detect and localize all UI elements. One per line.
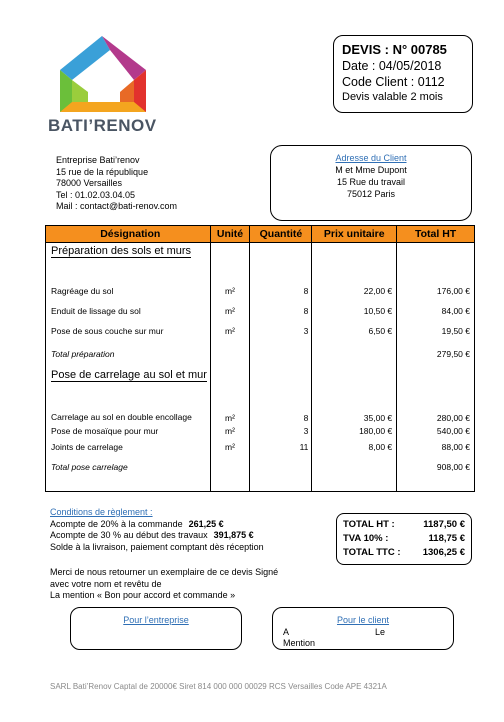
client-signature-box: Pour le client A Le Mention	[272, 607, 454, 650]
total-ht: 1187,50 €	[423, 519, 465, 530]
client-address-title: Adresse du Client	[335, 153, 407, 163]
header-unit: Unité	[210, 226, 250, 243]
company-phone: Tel : 01.02.03.04.05	[56, 189, 136, 200]
return-instructions: Merci de nous retourner un exemplaire de ce devis Signé avec votre nom et revêtu de La mention « Bon pour accord et commande »	[50, 567, 279, 600]
client-name: M et Mme Dupont	[335, 165, 407, 175]
header-unit-price: Prix unitaire	[312, 226, 397, 243]
client-address1: 15 Rue du travail	[336, 177, 406, 187]
header-quantity: Quantité	[250, 226, 312, 243]
header-total: Total HT	[397, 226, 475, 243]
section-title-row	[46, 367, 475, 399]
devis-number: DEVIS : N° 00785	[342, 42, 447, 57]
totals-box: TOTAL HT : 1187,50 € TVA 10% : 118,75 € TOTAL TTC : 1306,25 €	[336, 513, 472, 565]
company-address1: 15 rue de la république	[56, 166, 149, 177]
devis-box	[333, 35, 473, 113]
table-row: Joints de carrelage m² 11 8,00 € 88,00 €	[46, 439, 475, 455]
house-roof-logo-icon	[50, 30, 160, 120]
section2-title: Pose de carrelage au sol et mur	[51, 368, 207, 381]
section-title-row	[46, 243, 475, 267]
brand-name: BATI’RENOV	[48, 116, 157, 135]
table-row: Carrelage au sol en double encollage m² 8 35,00 € 280,00 €	[46, 399, 475, 423]
subtotal-row: Total pose carrelage 908,00 €	[46, 455, 475, 479]
client-code: Code Client : 0112	[342, 75, 445, 89]
header-designation: Désignation	[46, 226, 211, 243]
devis-date: Date : 04/05/2018	[342, 59, 442, 73]
company-name: Entreprise Bati’renov	[56, 155, 140, 165]
client-address-box	[270, 145, 472, 221]
company-signature-box: Pour l’entreprise	[70, 607, 242, 650]
quote-table	[45, 225, 475, 492]
table-row: Pose de mosaïque pour mur m² 3 180,00 € 540,00 €	[46, 423, 475, 439]
conditions-title: Conditions de règlement :	[50, 507, 153, 517]
section1-title: Préparation des sols et murs	[51, 245, 192, 257]
footer-legal: SARL Bati’Renov Captal de 20000€ Siret 814 000 000 00029 RCS Versailles Code APE 4321A	[50, 682, 387, 691]
total-ttc: 1306,25 €	[422, 547, 465, 558]
payment-conditions: Conditions de règlement : Acompte de 20% à la commande 261,25 € Acompte de 30 % au début des travaux 391,875 € Solde à la livraison, paiement comptant dès réception	[50, 507, 264, 552]
company-mail: Mail : contact@bati-renov.com	[56, 201, 178, 211]
company-address2: 78000 Versailles	[56, 178, 123, 188]
table-header-row	[46, 226, 475, 243]
devis-validity: Devis valable 2 mois	[342, 91, 443, 103]
table-row: Enduit de lissage du sol m² 8 10,50 € 84,00 €	[46, 301, 475, 321]
total-tva: 118,75 €	[428, 533, 465, 544]
table-row: Ragréage du sol m² 8 22,00 € 176,00 €	[46, 281, 475, 301]
table-row: Pose de sous couche sur mur m² 3 6,50 € 19,50 €	[46, 321, 475, 341]
client-address2: 75012 Paris	[346, 189, 396, 199]
company-info	[56, 155, 177, 213]
subtotal-row: Total préparation 279,50 €	[46, 341, 475, 367]
